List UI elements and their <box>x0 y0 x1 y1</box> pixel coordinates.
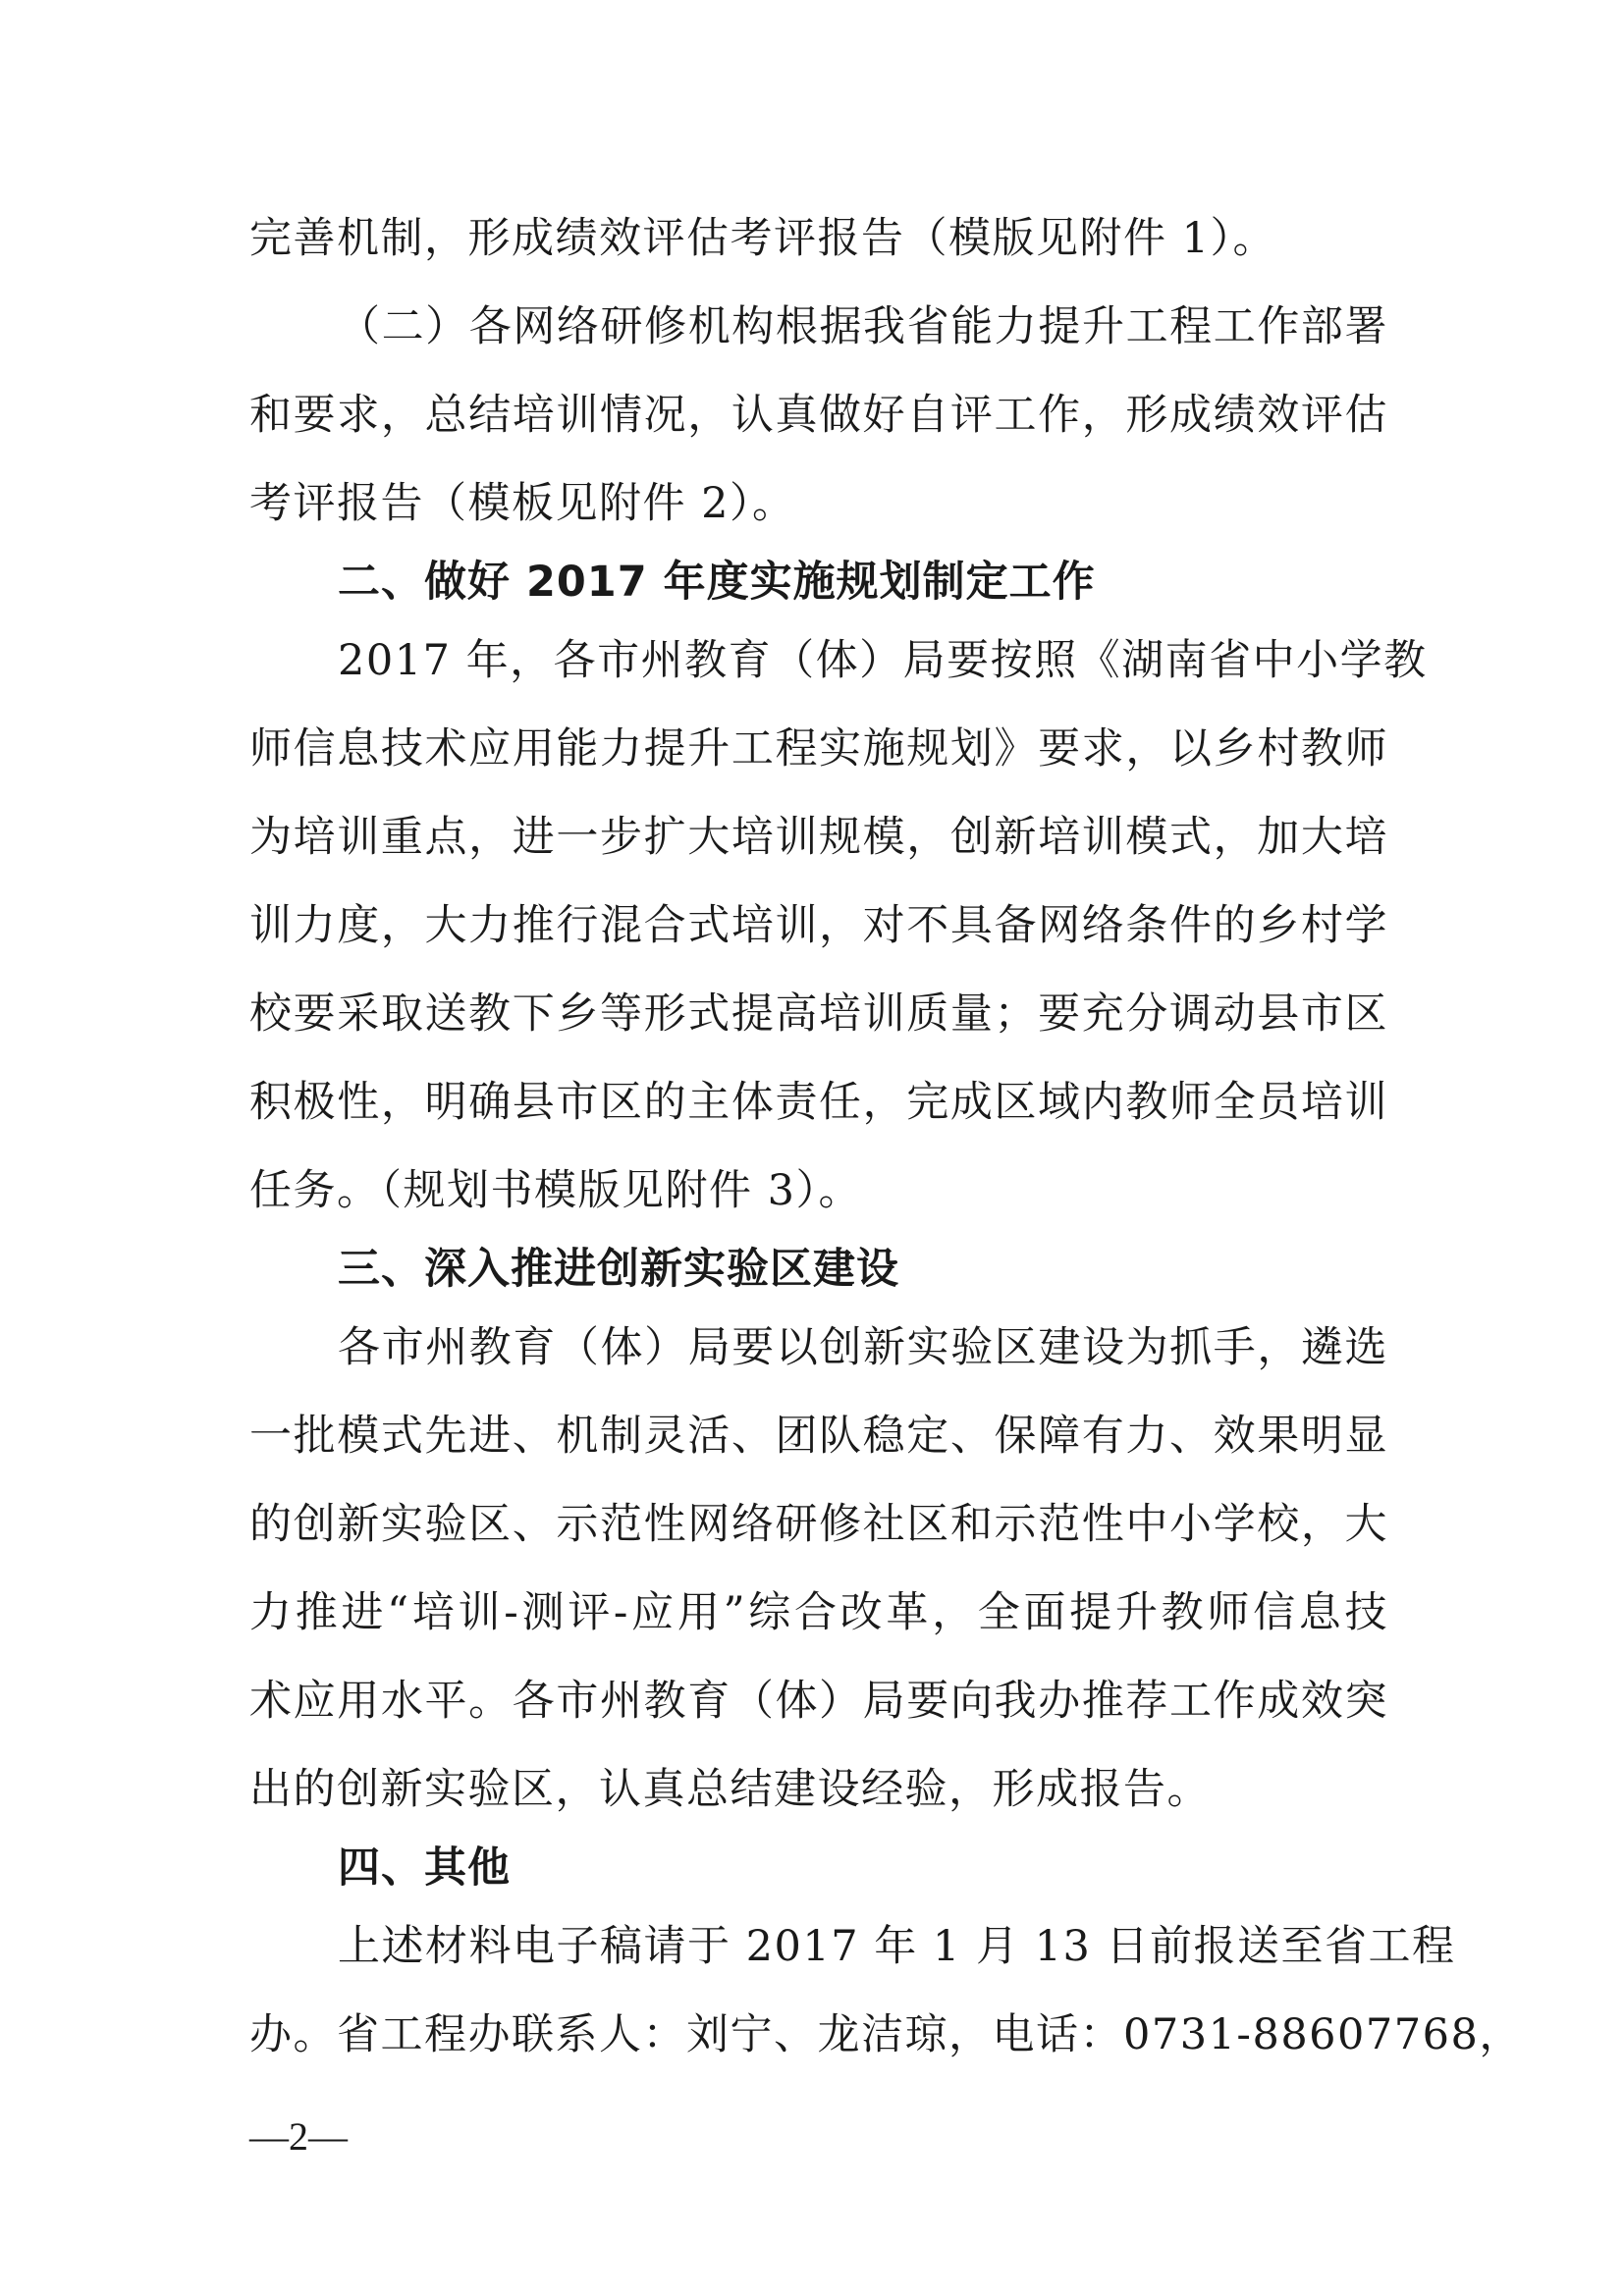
paragraph-line: 校要采取送教下乡等形式提高培训质量；要充分调动县市区 <box>249 989 1388 1039</box>
section-heading: 二、做好 2017 年度实施规划制定工作 <box>338 558 1096 607</box>
section-heading: 四、其他 <box>338 1843 511 1893</box>
paragraph-line: 的创新实验区、示范性网络研修社区和示范性中小学校，大 <box>249 1500 1388 1549</box>
paragraph-line: 2017 年，各市州教育（体）局要按照《湖南省中小学教 <box>338 636 1428 685</box>
paragraph-line: 任务。（规划书模版见附件 3）。 <box>249 1166 863 1215</box>
paragraph-line: 一批模式先进、机制灵活、团队稳定、保障有力、效果明显 <box>249 1412 1388 1461</box>
paragraph-line: （二）各网络研修机构根据我省能力提升工程工作部署 <box>338 302 1388 351</box>
paragraph-line: 完善机制，形成绩效评估考评报告（模版见附件 1）。 <box>249 214 1277 263</box>
paragraph-line: 术应用水平。各市州教育（体）局要向我办推荐工作成效突 <box>249 1677 1388 1726</box>
paragraph-line: 力推进“培训-测评-应用”综合改革，全面提升教师信息技 <box>249 1588 1388 1637</box>
paragraph-line: 各市州教育（体）局要以创新实验区建设为抓手，遴选 <box>338 1323 1388 1372</box>
page-number: —2— <box>249 2114 348 2159</box>
paragraph-line: 办。省工程办联系人：刘宁、龙洁琼，电话：0731-88607768， <box>249 2010 1523 2059</box>
paragraph-line: 考评报告（模板见附件 2）。 <box>249 479 796 528</box>
paragraph-line: 师信息技术应用能力提升工程实施规划》要求，以乡村教师 <box>249 724 1388 774</box>
paragraph-line: 为培训重点，进一步扩大培训规模，创新培训模式，加大培 <box>249 813 1388 862</box>
paragraph-line: 上述材料电子稿请于 2017 年 1 月 13 日前报送至省工程 <box>338 1922 1456 1971</box>
paragraph-line: 训力度，大力推行混合式培训，对不具备网络条件的乡村学 <box>249 901 1388 950</box>
paragraph-line: 和要求，总结培训情况，认真做好自评工作，形成绩效评估 <box>249 391 1388 440</box>
paragraph-line: 出的创新实验区，认真总结建设经验，形成报告。 <box>249 1765 1211 1814</box>
section-heading: 三、深入推进创新实验区建设 <box>338 1245 899 1294</box>
paragraph-line: 积极性，明确县市区的主体责任，完成区域内教师全员培训 <box>249 1078 1388 1127</box>
